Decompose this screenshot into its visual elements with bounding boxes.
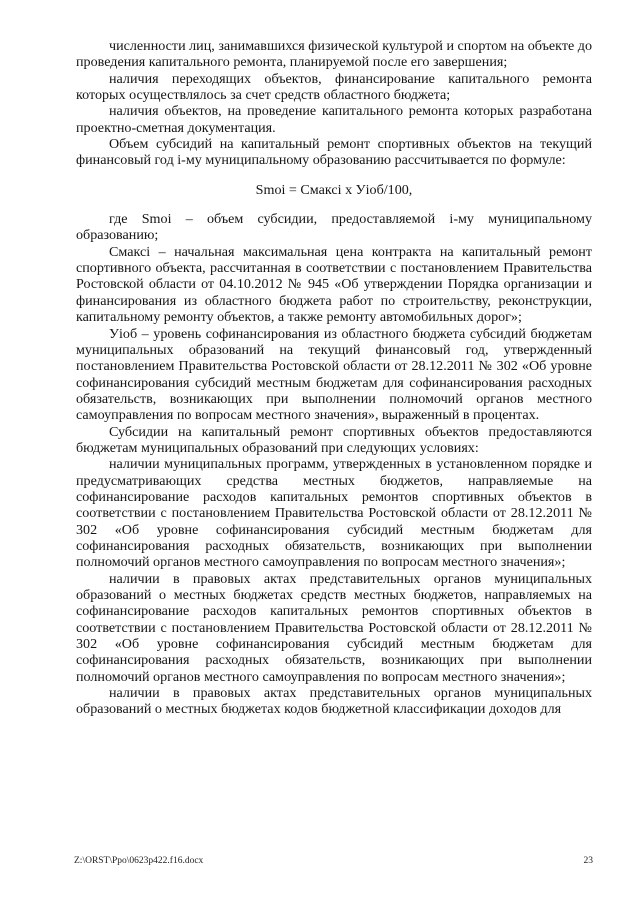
paragraph-subsidy-volume-intro: Объем субсидий на капитальный ремонт спортивных объектов на текущий финансовый год i-му муниципальному образованию рассчитывается по формуле: [76,136,592,169]
paragraph-definition-uiob: Уioб – уровень софинансирования из областного бюджета субсидий бюджетам муниципальных образований на текущий финансовый год, утвержденный постановлением Правительства Ростовской области от 28.12.2011 № 302 «Об уровне софинансирования субсидий местным бюджетам для софинансирования расходных обязательств, возникающих при выполнении полномочий органов местного самоуправления по вопросам местного значения», выраженный в процентах. [76,325,592,424]
footer-file-path: Z:\ORST\Ppo\0623p422.f16.docx [74,856,204,866]
paragraph-criteria-transitional-objects: наличия переходящих объектов, финансирование капитального ремонта которых осуществлялось за счет средств областного бюджета; [76,70,592,104]
paragraph-criteria-design-documentation: наличия объектов, на проведение капитального ремонта которых разработана проектно-сметная документация. [76,103,592,136]
subsidy-formula: Smoi = Смаксi x Уioб/100, [255,181,413,198]
document-body [76,38,592,718]
paragraph-definition-smaks: Смаксi – начальная максимальная цена контракта на капитальный ремонт спортивного объекта, рассчитанная в соответствии с постановлением Правительства Ростовской области от 04.10.2012 № 945 «Об утверждении Порядка организации и финансирования из областного бюджета работ по строительству, реконструкции, капитальному ремонту объектов, а также ремонту автомобильных дорог»; [76,243,592,326]
paragraph-condition-local-budget-funds: наличии в правовых актах представительных органов муниципальных образований о местных бюджетах средств местных бюджетов, направляемых на софинансирование расходов капитальных ремонтов спортивных объектов в соответствии с постановлением Правительства Ростовской области от 28.12.2011 № 302 «Об уровне софинансирования субсидий местным бюджетам для софинансирования расходных обязательств, возникающих при выполнении полномочий органов местного самоуправления по вопросам местного значения»; [76,570,592,685]
paragraph-condition-budget-codes: наличии в правовых актах представительных органов муниципальных образований о местных бюджетах кодов бюджетной классификации доходов для [76,685,592,718]
page-number: 23 [583,856,593,866]
paragraph-criteria-sports-participants: численности лиц, занимавшихся физической культурой и спортом на объекте до проведения капитального ремонта, планируемой после его завершения; [76,38,592,71]
paragraph-definition-smoi: где Smoi – объем субсидии, предоставляемой i-му муниципальному образованию; [76,211,592,244]
paragraph-subsidy-conditions-intro: Субсидии на капитальный ремонт спортивных объектов предоставляются бюджетам муниципальных образований при следующих условиях: [76,423,592,456]
paragraph-condition-municipal-programs: наличии муниципальных программ, утвержденных в установленном порядке и предусматривающих средства местных бюджетов, направляемые на софинансирование расходов капитальных ремонтов спортивных объектов в соответствии с постановлением Правительства Ростовской области от 28.12.2011 № 302 «Об уровне софинансирования субсидий местным бюджетам для софинансирования расходных обязательств, возникающих при выполнении полномочий органов местного самоуправления по вопросам местного значения»; [76,456,592,571]
